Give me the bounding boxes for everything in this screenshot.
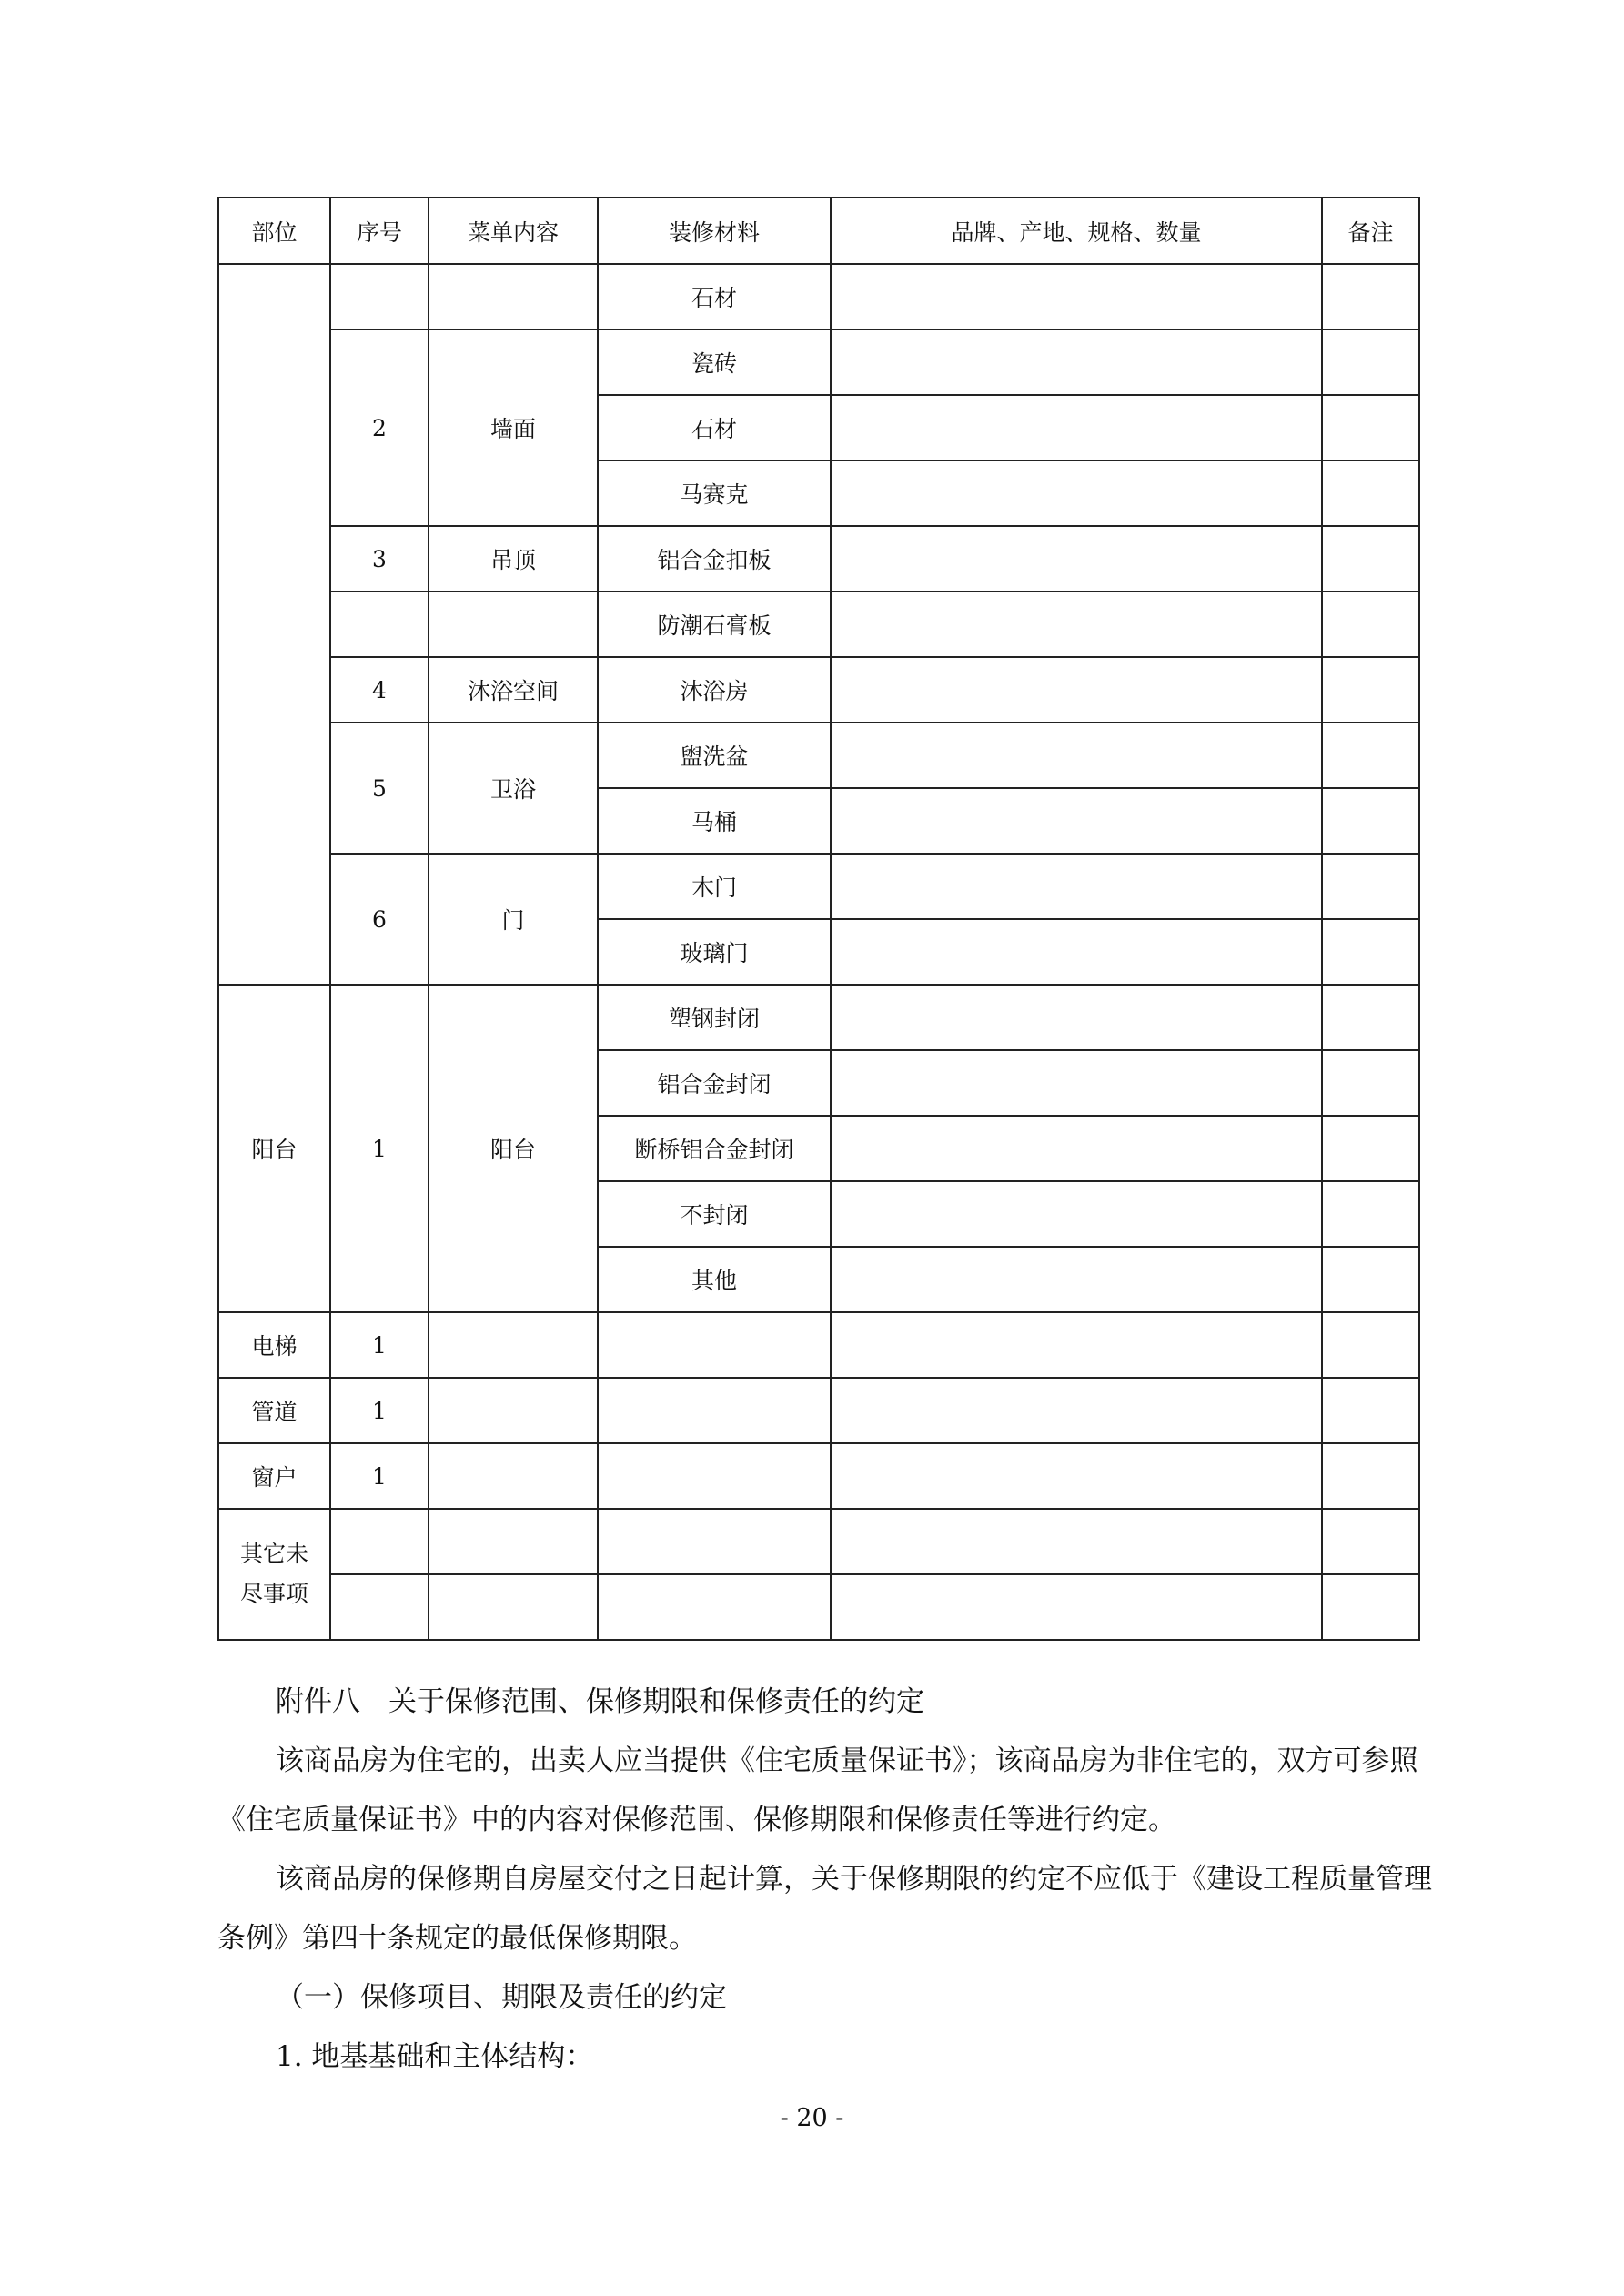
material-cell: 断桥铝合金封闭 [598,1116,831,1181]
remark-cell [1322,919,1419,985]
header-cell: 部位 [218,197,330,264]
table-row [218,1312,1419,1378]
remark-cell [1322,854,1419,919]
brand-cell [831,919,1322,985]
brand-cell [831,788,1322,854]
item-cell [429,1509,598,1574]
remark-cell [1322,1116,1419,1181]
brand-cell [831,395,1322,460]
material-cell: 铝合金封闭 [598,1050,831,1116]
remark-cell [1322,1574,1419,1640]
remark-cell [1322,788,1419,854]
material-cell: 石材 [598,264,831,329]
brand-cell [831,854,1322,919]
material-cell: 不封闭 [598,1181,831,1247]
part-cell-empty [218,264,330,985]
material-cell: 盥洗盆 [598,723,831,788]
attachment-body [217,1673,1437,2087]
table-row [218,1509,1419,1574]
number-cell [330,592,429,657]
remark-cell [1322,1509,1419,1574]
table-row [218,854,1419,919]
number-cell [330,1574,429,1640]
brand-cell [831,1378,1322,1443]
item-cell [429,1443,598,1509]
brand-cell [831,1509,1322,1574]
brand-cell [831,985,1322,1050]
number-cell: 1 [330,1443,429,1509]
table-row [218,329,1419,395]
part-line-1: 其它未 [239,1541,308,1567]
number-cell: 6 [330,854,429,985]
remark-cell [1322,264,1419,329]
item-cell [429,1574,598,1640]
item-cell [429,1312,598,1378]
table-row [218,1574,1419,1640]
material-cell [598,1312,831,1378]
item-cell: 阳台 [429,985,598,1312]
part-cell: 管道 [218,1378,330,1443]
item-cell [429,264,598,329]
brand-cell [831,1181,1322,1247]
material-cell: 马桶 [598,788,831,854]
section-heading-1: （一）保修项目、期限及责任的约定 [276,1981,727,2014]
material-cell: 其他 [598,1247,831,1312]
material-cell: 木门 [598,854,831,919]
remark-cell [1322,460,1419,526]
part-cell: 阳台 [218,985,330,1312]
material-cell: 石材 [598,395,831,460]
header-cell: 品牌、产地、规格、数量 [831,197,1322,264]
paragraph-2: 该商品房的保修期自房屋交付之日起计算，关于保修期限的约定不应低于《建设工程质量管理条例》第四十条规定的最低保修期限。 [217,1863,1432,1955]
remark-cell [1322,1378,1419,1443]
table-row [218,1378,1419,1443]
remark-cell [1322,526,1419,592]
brand-cell [831,329,1322,395]
remark-cell [1322,1247,1419,1312]
brand-cell [831,460,1322,526]
remark-cell [1322,1443,1419,1509]
material-cell: 沐浴房 [598,657,831,723]
brand-cell [831,1116,1322,1181]
paragraph-1: 该商品房为住宅的，出卖人应当提供《住宅质量保证书》；该商品房为非住宅的，双方可参照《住宅质量保证书》中的内容对保修范围、保修期限和保修责任等进行约定。 [217,1745,1418,1836]
table-row [218,592,1419,657]
material-cell [598,1443,831,1509]
item-cell: 吊顶 [429,526,598,592]
page-number: - 20 - [780,2104,844,2132]
table-header-row [218,197,1419,264]
item-cell: 门 [429,854,598,985]
remark-cell [1322,1312,1419,1378]
item-cell: 沐浴空间 [429,657,598,723]
table-row [218,657,1419,723]
remark-cell [1322,329,1419,395]
item-cell: 墙面 [429,329,598,526]
material-cell: 瓷砖 [598,329,831,395]
brand-cell [831,657,1322,723]
item-cell [429,1378,598,1443]
number-cell: 4 [330,657,429,723]
remark-cell [1322,1181,1419,1247]
number-cell: 2 [330,329,429,526]
part-line-2: 尽事项 [239,1581,308,1607]
table-row [218,985,1419,1050]
brand-cell [831,723,1322,788]
number-cell: 3 [330,526,429,592]
number-cell [330,264,429,329]
item-cell: 卫浴 [429,723,598,854]
brand-cell [831,1443,1322,1509]
table-row [218,264,1419,329]
material-cell [598,1574,831,1640]
part-cell: 电梯 [218,1312,330,1378]
material-cell: 铝合金扣板 [598,526,831,592]
attachment-heading: 附件八 关于保修范围、保修期限和保修责任的约定 [276,1685,924,1718]
number-cell: 1 [330,1312,429,1378]
header-cell: 装修材料 [598,197,831,264]
number-cell: 1 [330,1378,429,1443]
brand-cell [831,592,1322,657]
table-row [218,1443,1419,1509]
material-cell [598,1378,831,1443]
header-cell: 序号 [330,197,429,264]
material-cell: 玻璃门 [598,919,831,985]
table-row [218,526,1419,592]
header-cell: 菜单内容 [429,197,598,264]
brand-cell [831,1247,1322,1312]
brand-cell [831,1574,1322,1640]
remark-cell [1322,723,1419,788]
header-cell: 备注 [1322,197,1419,264]
remark-cell [1322,657,1419,723]
number-cell: 5 [330,723,429,854]
part-cell-other [218,1509,330,1640]
material-cell: 防潮石膏板 [598,592,831,657]
brand-cell [831,1050,1322,1116]
item-cell [429,592,598,657]
number-cell [330,1509,429,1574]
material-cell: 塑钢封闭 [598,985,831,1050]
material-cell: 马赛克 [598,460,831,526]
brand-cell [831,526,1322,592]
item-heading-1: 1. 地基基础和主体结构： [276,2040,594,2073]
material-cell [598,1509,831,1574]
brand-cell [831,264,1322,329]
remark-cell [1322,395,1419,460]
remark-cell [1322,985,1419,1050]
decoration-spec-table [217,197,1420,1641]
remark-cell [1322,592,1419,657]
remark-cell [1322,1050,1419,1116]
part-cell: 窗户 [218,1443,330,1509]
number-cell: 1 [330,985,429,1312]
table-row [218,723,1419,788]
brand-cell [831,1312,1322,1378]
